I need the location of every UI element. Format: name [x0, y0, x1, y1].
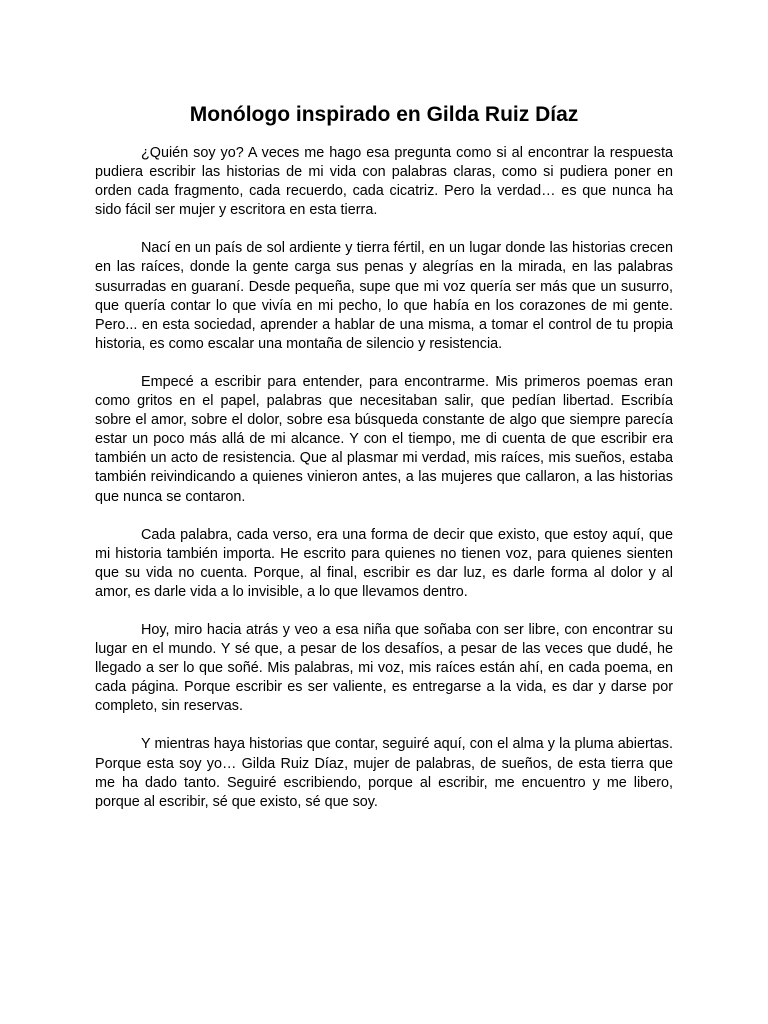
paragraph-4: Cada palabra, cada verso, era una forma de decir que existo, que estoy aquí, que mi historia también importa. He escrito para quienes no tienen voz, para quienes sienten que su vida no cuenta. Porque, al final, escribir es dar luz, es darle forma al dolor y al amor, es darle vida a lo invisible, a lo que llevamos dentro.: [95, 526, 673, 600]
document-page: [95, 0, 673, 812]
paragraph-3: Empecé a escribir para entender, para encontrarme. Mis primeros poemas eran como gritos en el papel, palabras que necesitaban salir, que pedían libertad. Escribía sobre el amor, sobre el dolor, sobre esa búsqueda constante de algo que siempre parecía estar un poco más allá de mi alcance. Y con el tiempo, me di cuenta de que escribir era también un acto de resistencia. Que al plasmar mi verdad, mis raíces, mis sueños, estaba también reivindicando a quienes vinieron antes, a las mujeres que callaron, a las historias que nunca se contaron.: [95, 373, 673, 505]
paragraph-1: ¿Quién soy yo? A veces me hago esa pregunta como si al encontrar la respuesta pudiera escribir las historias de mi vida con palabras claras, como si pudiera poner en orden cada fragmento, cada recuerdo, cada cicatriz. Pero la verdad… es que nunca ha sido fácil ser mujer y escritora en esta tierra.: [95, 145, 673, 219]
paragraph-2: Nací en un país de sol ardiente y tierra fértil, en un lugar donde las historias crecen en las raíces, donde la gente carga sus penas y alegrías en la mirada, en las palabras susurradas en guaraní. Desde pequeña, supe que mi voz quería ser más que un susurro, que quería contar lo que vivía en mi pecho, lo que había en los corazones de mi gente. Pero... en esta sociedad, aprender a hablar de una misma, a tomar el control de tu propia historia, es como escalar una montaña de silencio y resistencia.: [95, 240, 673, 352]
paragraph-6: Y mientras haya historias que contar, seguiré aquí, con el alma y la pluma abiertas. Porque esta soy yo… Gilda Ruiz Díaz, mujer de palabras, de sueños, de esta tierra que me ha dado tanto. Seguiré escribiendo, porque al escribir, me encuentro y me libero, porque al escribir, sé que existo, sé que soy.: [95, 736, 673, 810]
paragraph-5: Hoy, miro hacia atrás y veo a esa niña que soñaba con ser libre, con encontrar su lugar en el mundo. Y sé que, a pesar de los desafíos, a pesar de las veces que dudé, he llegado a ser lo que soñé. Mis palabras, mi voz, mis raíces están ahí, en cada poema, en cada página. Porque escribir es ser valiente, es entregarse a la vida, es dar y darse por completo, sin reservas.: [95, 621, 673, 715]
document-title: Monólogo inspirado en Gilda Ruiz Díaz: [189, 103, 579, 126]
